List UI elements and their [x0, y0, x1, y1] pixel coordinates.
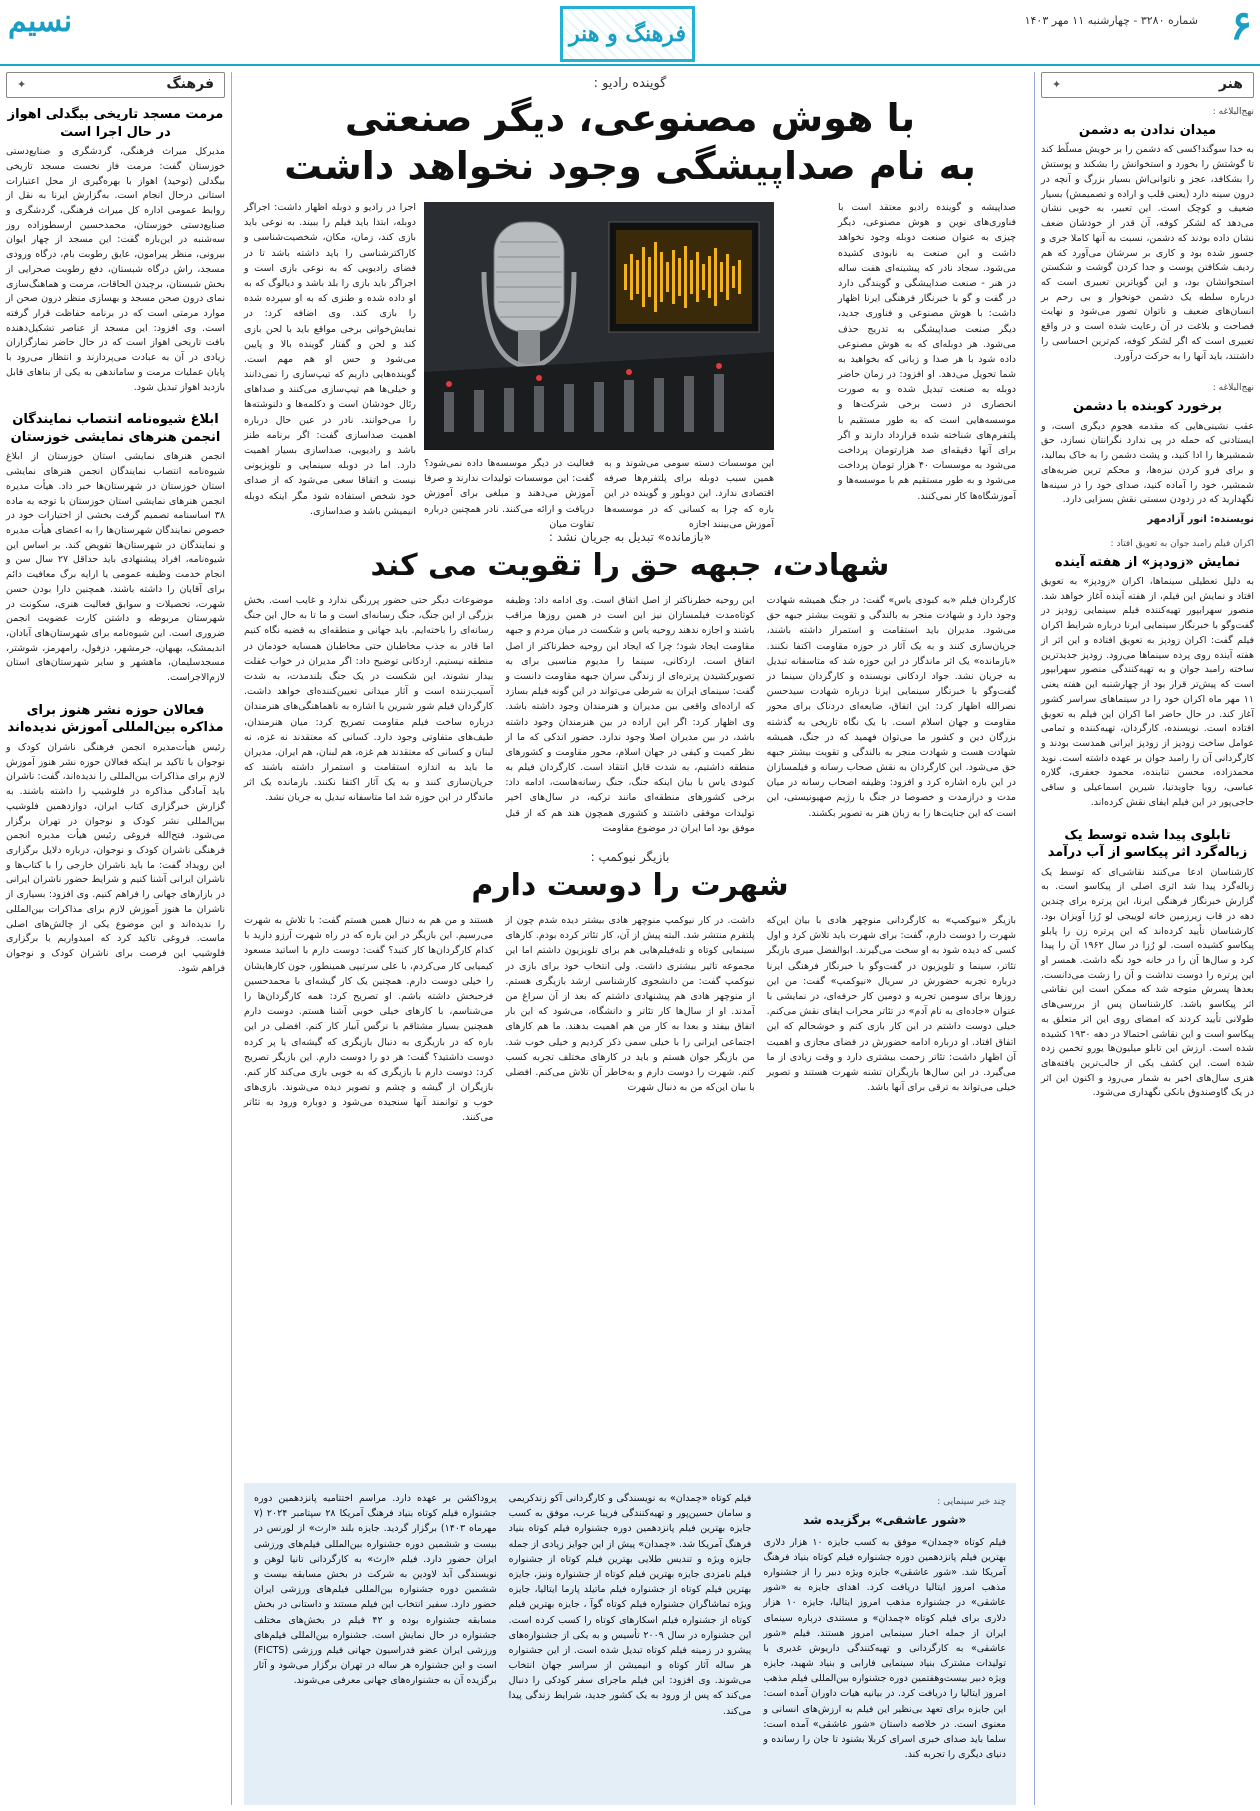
- story3-headline: شهرت را دوست دارم: [471, 868, 789, 903]
- article-title: تابلوی پیدا شده توسط یک زباله‌گرد اثر پیکاسو از آب درآمد: [1047, 827, 1248, 861]
- main-headline: [244, 95, 1016, 190]
- art-column: [1034, 72, 1254, 1805]
- article-body: کارشناسان ادعا می‌کنند نقاشی‌ای که توسط یک زباله‌گرد پیدا شد اثری اصلی از پیکاسو است. به گزارش خبرنگار فرهنگی ایرنا، این پرتره برای چندین دهه در قاب زیرزمین خانه لوییجی لو رُزا آویزان بود. کارشناسان تأیید کرده‌اند که این پرتره زن را پابلو پیکاسو کشیده است. لو رُزا در سال ۱۹۶۲ آن را پیدا کرد و سال‌ها آن را در خانه خود نگه داشت. همسر او این پرتره را دوست نداشت و آن را زشت می‌دانست. بعدها پسرش متوجه شد که ممکن است این نقاشی اثر پیکاسو باشد. کارشناسان پس از بررسی‌های طولانی تأیید کردند که امضای روی این اثر متعلق به پیکاسو است و این نقاشی احتمالا در دهه ۱۹۳۰ کشیده شده است. ارزش این تابلو میلیون‌ها یورو تخمین زده شده است. این کشف یکی از جالب‌ترین یافته‌های هنری سال‌های اخیر به شمار می‌رود و اکنون این اثر در یک گاوصندوق بانکی نگهداری می‌شود.: [1041, 866, 1254, 1099]
- story3-col-1: بازیگر «نیوکمپ» به کارگردانی منوچهر هادی با بیان این‌که شهرت را دوست دارم، گفت: برای شهرت باید تلاش کرد و اول کسی که دیده شود به او سخت می‌گیرند. ابوالفضل میری بازیگر تئاتر، سینما و تلویزیون در گفت‌وگو با خبرنگار فرهنگی ایرنا درباره تجربه حضورش در سریال «نیوکمپ» گفت: من این روزها برای سومین تجربه و دومین کار حرفه‌ای، در نمایشی با عنوان «جاده‌ای به نام آدم» در تئاتر محراب ایفای نقش می‌کنم. خیلی دوست داشتم در این کار بازی کنم و خوشحالم که این اتفاق افتاد. او درباره ادامه حضورش در فضای مجازی و اهمیت آن اظهار داشت: تئاتر زحمت بیشتری دارد و وقت زیادی از ما می‌گیرد. در این سال‌ها بازیگران تشنه شهرت هستند و تصویر خیلی می‌تواند به ترقی برای آنها باشد.: [766, 915, 1016, 1094]
- article-title: مرمت مسجد تاریخی بیگدلی اهواز در حال اجرا است: [7, 107, 224, 140]
- article-title: فعالان حوزه نشر هنوز برای مذاکره بین‌المللی آموزش ندیده‌اند: [7, 702, 224, 736]
- microphone-studio-image: [424, 202, 774, 450]
- page-number: ۶: [1230, 2, 1252, 49]
- article-kicker: نهج‌البلاغه :: [1212, 107, 1254, 117]
- story2-col-1: کارگردان فیلم «به کبودی یاس» گفت: در جنگ همیشه شهادت وجود دارد و شهادت منجر به بالندگی و تقویت بیشتر جبهه حق می‌شود. مدیران باید استقامت و استمرار داشته باشند، جریان‌سازی کنند و به یک آثار در حوزه مقاومت اکتفا نکنند. «بازمانده» یک اثر ماندگار در این حوزه شد که متاسفانه تبدیل به جریان نشد. جواد اردکانی نویسنده و کارگردان سینما در گفت‌وگو با خبرنگار سینمایی ایرنا درباره شهادت سیدحسن نصرالله اظهار کرد: این اتفاق، ضایعه‌ای دردناک برای محور مقاومت و جهان اسلام است. با یک نگاه تاریخی به گذشته بزرگان دین و کشور ما می‌توان فهمید که در جنگ، همیشه شهادت هست و شهادت منجر به بالندگی و تقویت بیشتر جبهه حق می‌شود. این کارگردان به نقش صحاب رسانه و فیلمسازان در این باره اشاره کرد و افزود: وظیفه اصحاب رسانه در میان مدت و درازمدت و خصوصا در جنگ با رژیم صهیونیستی، این است که این جنایت‌ها را به زبان هنر به تصویر بکشند.: [766, 595, 1016, 819]
- story2-col-3: موضوعات دیگر حتی حضور پررنگی ندارد و غایب است. بخش بزرگی از این جنگ، جنگ رسانه‌ای است و ما تا به حال این جنگ رسانه‌ای را باخته‌ایم. باید جهانی و منطقه‌ای به قضیه نگاه کنیم اما قادر به جذب مخاطبان حتی مخاطبان همسایه خودمان در منطقه نیستیم. اردکانی توضیح داد: اگر مدیران در خواب غفلت بیدار نشوند، این شکست در یک جنگ بلندمدت، به شدت آسیب‌زننده است و آثار میدانی تعیین‌کننده‌ای خواهد داشت. کارگردان فیلم شور شیرین با اشاره به ناهماهنگی‌های هنرمندان درباره ساخت فیلم مقاومت تصریح کرد: میان هنرمندان، طیف‌های متفاوتی وجود دارد. کسانی که معتقدند نه غزه، نه لبنان و کسانی که معتقدند هم غزه، هم لبنان، هم ایران. مدیران ما باید به اندازه استقامت و استمرار داشته باشند که جریان‌سازی کنند و به یک آثار اکتفا نکنند. بازمانده یک اثر ماندگار در این حوزه شد اما متاسفانه تبدیل به جریان نشد.: [244, 595, 494, 804]
- article-author: نویسنده: انور آزادمهر: [1147, 514, 1254, 526]
- main-story-block: [244, 200, 1016, 530]
- article-body: انجمن هنرهای نمایشی استان خوزستان از ابلاغ شیوه‌نامه انتصاب نمایندگان انجمن هنرهای نمایشی استان خوزستان در شهرستان‌ها خبر داد. هیأت مدیره انجمن هنرهای نمایشی استان خوزستان با توجه به ماده ۳۸ اساسنامه تصمیم گرفت بخشی از اختیارات خود در خصوص نمایندگان شهرستان‌ها را به اعضای هیأت مدیره و نمایندگان در شهرستان‌ها تفویض کند. بر اساس این شیوه‌نامه، افراد پیشنهادی باید حداقل ۲۷ سال سن و انجام خدمت وظیفه عمومی یا ارایه برگ معافیت دائم برای آقایان را داشته باشند. همچنین دارا بودن حسن شهرت، تحصیلات و سوابق فعالیت هنری، سکونت در شهرستان مربوطه و داشتن کارت عضویت انجمن ضروری است. این شیوه‌نامه برای شهرستان‌های آبادان، اندیمشک، بهبهان، خرمشهر، دزفول، رامهرمز، شوشتر، مسجدسلیمان، ماهشهر و سایر شهرستان‌های استان لازم‌الاجراست.: [6, 451, 225, 684]
- cinema-news-box: [244, 1483, 1016, 1805]
- story3-body: [244, 913, 1016, 1126]
- story3-col-2: داشت. در کار نیوکمپ منوچهر هادی بیشتر دیده شدم چون از پلتفرم منتشر شد. البته پیش از آن، کار تئاتر کرده بودم. کارهای سینمایی کوتاه و تله‌فیلم‌هایی هم برای تلویزیون داشتم اما این مجموعه تاثیر بیشتری داشت. ولی انتخاب خود برای بازی در نیوکمپ گفت: من دانشجوی کارشناسی ارشد بازیگری هستم. از منوچهر هادی هم پیشنهادی داشتم که بعد از آن سراغ من آمدند. او از سال‌ها کار تئاتر و دانشگاه، می‌شود که این بار اتفاق بیفتد و بعدا به کار من هم اهمیت بدهند. ما هم کارهای اجتماعی ایرانی را با خیلی سمی ذکر کردیم و خیلی خوب شد. من بازیگر جوان هستم و باید در کارهای مختلف تجربه کسب کنم. شهرت را دوست دارم و به‌خاطر آن تلاش می‌کنم. افضلی با بیان این‌که من به دنبال شهرت: [505, 915, 755, 1094]
- image-caption-right: این موسسات دسته سومی می‌شوند و به همین سبب دوبله برای پلتفرم‌ها صرفه اقتصادی ندارد. این دوبلور و گوینده در این باره که چرا به کسانی که در موسسه‌ها آموزش می‌بینند اجازه: [604, 458, 774, 530]
- article-title: ابلاغ شیوه‌نامه انتصاب نمایندگان انجمن هنرهای نمایشی خوزستان: [10, 412, 221, 445]
- article-body: به خدا سوگند!کسی که دشمن را بر خویش مسلّط کند تا گوشتش را بخورد و استخوانش را بشکند و پوستش را بشکافد، عجز و ناتوانی‌اش بسیار بزرگ و آنچه در درون سینه دارد (یعنی قلب و اراده و تصمیمش) بسیار ضعیف و کوچک است. این تعبیر، به خوبی نشان می‌دهد که لشکر کوفه، آن قدر از خودشان ضعف نشان داده بودند که دشمن، نسبت به آنها کاملا جری و جسور شده بود و کاری بر سرشان می‌آورد که هم ردیف شکافتن پوست و جدا کردن گوشت و شکستن استخوانشان بود، و این گویاترین تعبیری است که درباره سلطه یک دشمن خونخوار و بی رحم بر انسان‌های ضعیف و ناتوان تصور می‌شود و نهایت فصاحت و بلاغت در آن رعایت شده است و در واقع تعبیری است که اگر لشکر کوفه، کم‌ترین احساسی را داشتند، باید آنها را به حرکت درآورد.: [1041, 144, 1254, 362]
- main-headline-line1: با هوش مصنوعی، دیگر صنعتی: [344, 96, 916, 140]
- article-body: رئیس هیأت‌مدیره انجمن فرهنگی ناشران کودک و نوجوان با تاکید بر اینکه فعالان حوزه نشر هنوز آموزش لازم برای مذاکرات بین‌المللی را ندیده‌اند، گفت: ناشران باید آمادگی مذاکره در فلوشیپ را داشته باشند. به گزارش خبرگزاری کتاب ایران، دوازدهمین فلوشیپ بین‌المللی نشر کودک و نوجوان در تهران برگزار می‌شود. فتح‌الله فروغی رئیس هیأت مدیره انجمن فرهنگی ناشران کودک و نوجوان، درباره دلایل برگزاری این رویداد گفت: ما باید ناشران خارجی را با کتاب‌ها و ناشران ایرانی آشنا کنیم و شرایط حضور ناشران ایرانی در بازارهای جهانی را فراهم کنیم. وی افزود: بسیاری از ناشران ما هنوز آموزش لازم برای مذاکرات بین‌المللی را ندیده‌اند و این موضوع یکی از چالش‌های اصلی ماست. فروغی تاکید کرد که امیدواریم با برگزاری فلوشیپ این فرصت برای ناشران کودک و نوجوان فراهم شود.: [6, 742, 225, 974]
- main-story-col-left: اجرا در رادیو و دوبله اظهار داشت: اجراگر دوبله، ابتدا باید فیلم را ببیند. به نوعی باید بازی کند، زمان، مکان، شخصیت‌شناسی و کاراکترشناسی را باید داشته باشد تا در فضای رادیویی که به نوعی بازی است و اجراگر باید بازی را بلد باشد و دیالوگ که به او داده شده و طنزی که به او سپرده شده را بازی کند. وی اضافه کرد: در نمایش‌خوانی برخی مواقع باید با لحن بازی کند و لحن و گفتار گوینده بالا و پایین می‌شود و حس او هم مهم است. گوینده‌هایی داریم که تیپ‌سازی را نمی‌دانند و خیلی‌ها هم تیپ‌سازی می‌کنند و صداهای رئال خودشان است و دکلمه‌ها و دلنوشته‌ها را می‌خوانند. نادر در عین حال درباره اهمیت صداسازی گفت: اگر برنامه طنز باشد و رادیویی، صداسازی بسیار اهمیت دارد. اما در دوبله سینمایی و تلویزیونی نیست و اتفاقا سعی می‌شود که از صدای خود شخص استفاده شود مگر اینکه دوبله انیمیشن باشد و صداسازی.: [244, 202, 416, 517]
- story3-col-3: هستند و من هم به دنبال همین هستم گفت: با تلاش به شهرت می‌رسیم. این بازیگر در این باره که در راه شهرت آرزو دارید با کدام کارگردان‌ها کار کنید؟ گفت: دوست دارم با اساتید مسعود کیمیایی کار می‌کردم، با علی سرتیپی همینطور، جون کارهایشان را خیلی دوست دارم. همچنین یک کار گیشه‌ای با محمدحسین فرحبخش داشته باشم. او تصریح کرد: همه کارگردان‌ها را می‌شناسم، با کارهای خیلی خوبی آشنا هستم. دوست دارم همچنین بسیار مشتاقم با نرگس آبیار کار کنم. افضلی در این باره که در بازیگری به دنبال بازیگری که گیشه‌ای یا پر کرده دوست داشتید؟ گفت: هر دو را دوست دارم. این بازیگر تصریح کرد: دوست دارم با بازیگری که به خوبی بازی می‌کند کار کنم. بازیگران از گیشه و چشم و تصویر دیده می‌شوند. بازی‌های خوب و توانمند آنها سنجیده می‌شود و دوباره ورود به تئاتر می‌کنند.: [244, 915, 494, 1124]
- box-col-2: فیلم کوتاه «چمدان» به نویسندگی و کارگردانی آکو زندکریمی و سامان حسین‌پور و تهیه‌کنندگی فریبا عرب، موفق به کسب جایزه بهترین فیلم پانزدهمین دوره جشنواره فیلم کوتاه بنیاد فرهنگ آمریکا شد. «چمدان» پیش از این جوایز زیادی از جمله جایزه ویژه و تندیس طلایی بهترین فیلم کوتاه از جشنواره فیلم نامزدی جایزه بهترین فیلم کوتاه از جشنواره ونیز، جایزه بهترین فیلم کوتاه از جشنواره فیلم ماتیلد پارما ایتالیا، جایزه ویژه تماشاگران جشنواره فیلم کوتاه گوآ ، جایزه بهترین فیلم کوتاه از جشنواره فیلم اسکارهای کوتاه را کسب کرده است. این جشنواره در سال ۲۰۰۹ تأسیس و به یکی از جشنواره‌های پیشرو در زمینه فیلم کوتاه تبدیل شده است. از این جشنواره هر ساله آثار کوتاه و انیمیشن از سراسر جهان انتخاب می‌شوند. وی افزود: این فیلم ماجرای سفر کودکی را دنبال می‌کند که پس از ورود به یک کشور جدید، شرایط زندگی پیدا می‌کند.: [508, 1493, 752, 1717]
- box-col-1: فیلم کوتاه «چمدان» موفق به کسب جایزه ۱۰ هزار دلاری بهترین فیلم پانزدهمین دوره جشنواره فیلم کوتاه بنیاد فرهنگ آمریکا شد. «شور عاشقی» جایزه ویژه دبیر را از جشنواره مذهب امروز ایتالیا دریافت کرد. اهدای جایزه به «شور عاشقی» در جشنواره مذهب امروز ایتالیا، جایزه ۱۰ هزار دلاری برای فیلم کوتاه «چمدان» و مستندی درباره سینمای ایران از جمله اخبار سینمایی امروز هستند. فیلم «شور عاشقی» به کارگردانی و تهیه‌کنندگی داریوش غدیری با تولیدات مشترک بنیاد سینمایی فارابی و بنیاد شهید، جایزه ویژه دبیر بیست‌وهفتمین دوره جشنواره بین‌المللی فیلم مذهب امروز ایتالیا را دریافت کرد. در بیانیه هیات داوران آمده است: این جایزه برای تعهد بی‌نظیر این فیلم به ارزش‌های انسانی و معنوی است. در خلاصه داستان «شور عاشقی» آمده است: سلما باید صدای خبری اسرای کربلا بشنود تا جان را رسانده و دنیای دیگری را تجربه کند.: [763, 1536, 1007, 1761]
- story2-col-2: این روحیه خطرناکتر از اصل اتفاق است. وی ادامه داد: وظیفه کوتاه‌مدت فیلمسازان نیز این است در همین روزها مراقب باشند و اجازه ندهند روحیه یاس و شکست در میان مردم و جبهه مقاومت ایجاد شود؛ چرا که ایجاد این روحیه خطرناکتر از اصل اتفاق است. اردکانی، سینما را مدیوم مناسبی برای به تصویرکشیدن پرتره‌ای از زندگی سران جبهه مقاومت دانست و گفت: سینمای ایران به شرطی می‌تواند در این گونه فیلم بسازد که اراده‌ای واقعی بین مدیران و هنرمندان وجود داشته باشد. وی اظهار کرد: اگر این اراده در بین هنرمندان وجود داشته باشد، در بین مدیران اصلا وجود ندارد. حضور اندکی که ما از نظر کمیت و کیفی در جهان اسلام، محور مقاومت و کشورهای منطقه داشتیم، به شدت قابل انتقاد است. کارگردان فیلم به کبودی یاس با بیان اینکه جنگ، جنگ رسانه‌هاست، ادامه داد: برخی کشورهای منطقه‌ای مانند ترکیه، در سال‌های اخیر تولیدات موفقی داشتند و کشوری همچون هند هم که از قبل موفق بود اما ایران در موضوع مقاومت: [505, 595, 755, 834]
- main-kicker: گوینده رادیو :: [593, 76, 667, 91]
- article-body: به دلیل تعطیلی سینماها، اکران «زودپز» به تعویق افتاد و نمایش این فیلم، از هفته آینده آغاز خواهد شد. منصور سهرابپور تهیه‌کننده فیلم سینمایی زودپز در گفت‌وگو با خبرنگار سینمایی ایرنا درباره شرایط اکران فیلم گفت: اکران زودپز به تعویق افتاده و این اثر از هفته آینده روی پرده سینماها می‌رود. زودپز جدیدترین ساخته رامبد جوان و به تهیه‌کنندگی منصور سهرابپور است که پیش‌تر قرار بود از چهارشنبه این هفته یعنی ۱۱ مهر ماه اکران خود را در سینماهای سراسر کشور آغاز کند. در حال حاضر اما اکران این فیلم به تعویق افتاده است. نویسنده، کارگردان، تهیه‌کننده و تمامی عوامل ساخت زودپز از زودپز ایرانی همدست بودند و کارگردانی آن را رامبد جوان بر عهده داشته است. نوید محمدزاده، محسن تنابنده، محمود جعفری، گلاره عباسی، رویا جاویدنیا، شیرین اسماعیلی و ساقی حاجی‌پور در این فیلم ایفای نقش کرده‌اند.: [1041, 576, 1254, 808]
- story2-headline: شهادت، جبهه حق را تقویت می کند: [370, 548, 890, 583]
- box-headline: «شور عاشقی» برگزیده شد: [803, 1513, 967, 1528]
- article-title: نمایش «زودپز» از هفته آینده: [1054, 554, 1241, 570]
- art-column-header: هنر ✦: [1041, 72, 1254, 98]
- brand-logo: نسیم: [8, 4, 73, 39]
- center-region: [244, 72, 1016, 1805]
- article-title: میدان ندادن به دشمن: [1078, 122, 1217, 138]
- story2-body: [244, 593, 1016, 836]
- main-headline-line2: به نام صداپیشگی وجود نخواهد داشت: [284, 143, 976, 188]
- box-col-3: پروداکشن بر عهده دارد. مراسم اختتامیه پانزدهمین دوره جشنواره فیلم کوتاه بنیاد فرهنگ آمریکا ۲۸ سپتامبر ۲۰۲۴ (۷ مهرماه ۱۴۰۳) برگزار گردید. جایزه بلند «ارث» از لورنس در بیست و ششمین دوره جشنواره بین‌المللی فیلم‌های ورزشی ایران حضور دارد. فیلم «ارث» به کارگردانی تانیا لوهن و نویسندگی آبد لاودین به شرکت در بخش مسابقه بیست و ششمین دوره جشنواره بین‌المللی فیلم‌های ورزشی ایران حضور دارد. سفیر انتخاب این فیلم مستند و داستانی در بخش مسابقه جشنواره بوده و ۴۲ فیلم در بخش‌های مختلف جشنواره در حال نمایش است. جشنواره بین‌المللی فیلم‌های ورزشی ایران عضو فدراسیون جهانی فیلم ورزشی (FICTS) است و این جشنواره هر ساله در تهران برگزار می‌شود و آثار برگزیده آن به جشنواره‌های جهانی معرفی می‌شوند.: [253, 1493, 497, 1687]
- culture-column: [6, 72, 232, 1805]
- article-title: برخورد کوبنده با دشمن: [1073, 399, 1222, 415]
- masthead: [0, 0, 1260, 66]
- article-body: عقب نشینی‌هایی که مقدمه هجوم دیگری است، و ایستادنی که حمله در پی ندارد نگرانتان نسازد، حق شمشیرها را ادا کنید، و پشت دشمن را به خاک بمالید، و برای فرو کردن نیزه‌ها، و محکم ترین ضربه‌های شمشیر، خود را آماده کنید، صدای خود را در سینه‌ها نگهدارید که در زدودن سستی نقش بسزایی دارد.: [1041, 420, 1254, 506]
- section-icon: ✦: [17, 78, 27, 92]
- story2-kicker: «بازمانده» تبدیل به جریان نشد :: [548, 530, 712, 544]
- box-kicker: چند خبر سینمایی :: [937, 1497, 1006, 1507]
- story3-kicker: بازیگر نیوکمپ :: [590, 850, 670, 864]
- section-logo: فرهنگ و هنر: [560, 6, 695, 62]
- image-caption-left: فعالیت در دیگر موسسه‌ها داده نمی‌شود؟ گفت: این موسسات تولیدات ندارند و صرفا آموزش می‌دهند و مبلغی برای آموزش دریافت و ارائه می‌کنند. نادر همچنین درباره تفاوت میان: [424, 458, 594, 530]
- article-kicker: اکران فیلم رامبد جوان به تعویق افتاد :: [1110, 538, 1254, 549]
- microphone-illustration: [424, 202, 774, 450]
- section-icon: ✦: [1052, 78, 1062, 92]
- issue-info: شماره ۳۲۸۰ - چهارشنبه ۱۱ مهر ۱۴۰۳: [1024, 14, 1198, 27]
- culture-column-header: فرهنگ ✦: [6, 72, 225, 98]
- article-kicker: نهج‌البلاغه :: [1212, 383, 1254, 394]
- article-body: مدیرکل میراث فرهنگی، گردشگری و صنایع‌دستی خوزستان گفت: مرمت فاز نخست مسجد تاریخی بیگدلی (توحید) اهواز با بهره‌گیری از محل اعتبارات استانی درحال انجام است. به‌گزارش ایرنا به نقل از روابط عمومی اداره کل میراث فرهنگی، گردشگری و صنایع‌دستی خوزستان، محمدحسین ارسطوزاده روز سه‌شنبه در این‌باره گفت: این مسجد از چهار ایوان بیرونی، منظر پیرامون، عایق رطوبت بام، درگاه ورودی مسجد، راش درگاه شبستان، دفع رطوبت صحرایی از بخش شبستان، برچیدن الحاقات، مرمت و هماهنگ‌سازی نمای درون صحن مسجد و بهسازی منظر درون صحن از موارد مرمتی است که در برنامه حفاظت قرار گرفته است. وی افزود: این مسجد از عناصر تشکیل‌دهنده بافت تاریخی اهواز است که در حال حاضر نمازگزاران زیادی در آن به عبادت می‌پردازند و انتظار می‌رود با پایان عملیات مرمت و ساماندهی به یکی از بناهای قابل بازدید اهواز تبدیل شود.: [6, 146, 225, 393]
- main-story-col-right: صداپیشه و گوینده رادیو معتقد است با فناوری‌های نوین و هوش مصنوعی، دیگر چیزی به عنوان صنعت دوبله وجود نخواهد داشت و این صنعت به نابودی کشیده می‌شود. سجاد نادر که پیشینه‌ای هفت ساله در هنر - صنعت صداپیشگی و گویندگی دارد در گفت و گو با خبرنگار فرهنگی ایرنا اظهار داشت: با هوش مصنوعی و فناوری جدید، دیگر صنعت صداپیشگی به تدریج حذف می‌شود. هر دوبله‌ای که به هوش مصنوعی داده شود با هر صدا و زبانی که بخواهید به شما تحویل می‌دهد. او افزود: در زمان حاضر دوبله به صنعت تبدیل شده و به صورت انحصاری در دست برخی شرکت‌ها و موسسه‌هایی است که به طور مستقیم با پلتفرم‌های شناخته شده قرارداد دارند و اگر برای آنها دقیقه‌ای صد هزارتومان پرداخت می‌شود به موسسات ۴۰ هزار تومان پرداخت می‌شود و به طور مستقیم هم با موسسه‌ها و آموزشگاه‌ها کار نمی‌کنند.: [838, 202, 1016, 502]
